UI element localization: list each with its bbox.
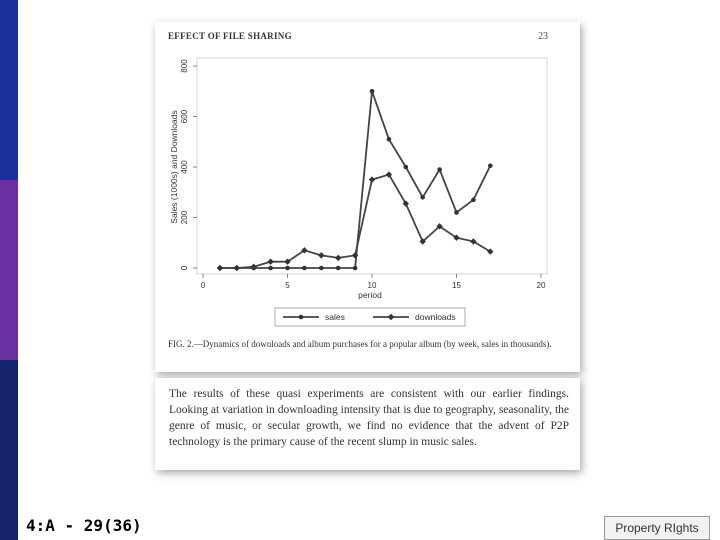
data-point-sales <box>353 266 358 271</box>
x-axis-label: period <box>358 290 382 300</box>
data-point-downloads <box>234 265 240 271</box>
y-tick-label: 800 <box>180 59 189 73</box>
x-tick-label: 15 <box>452 281 461 290</box>
document-page-number: 23 <box>538 31 548 42</box>
figure-caption: FIG. 2.—Dynamics of downloads and album purchases for a popular album (by week, sales in thousands). <box>168 339 552 349</box>
x-tick-label: 10 <box>367 281 377 290</box>
y-tick-label: 600 <box>180 109 189 124</box>
data-point-sales <box>404 165 409 170</box>
y-tick-label: 200 <box>180 210 189 225</box>
left-accent-bar <box>0 0 18 540</box>
data-point-downloads <box>335 255 341 261</box>
y-tick-label: 0 <box>180 265 189 271</box>
data-point-sales <box>302 266 307 271</box>
chart <box>155 22 580 332</box>
data-point-sales <box>319 266 324 271</box>
data-point-downloads <box>318 252 324 258</box>
accent-segment-bottom <box>0 360 18 540</box>
x-tick-label: 5 <box>285 281 290 290</box>
y-tick-label: 400 <box>180 160 189 174</box>
data-point-sales <box>488 163 493 168</box>
data-point-sales <box>370 89 375 94</box>
document-header: EFFECT OF FILE SHARING <box>168 31 292 41</box>
document-page <box>155 22 580 372</box>
data-point-sales <box>336 266 341 271</box>
data-point-sales <box>387 137 392 142</box>
data-point-sales <box>285 266 290 271</box>
accent-segment-middle <box>0 180 18 360</box>
data-point-sales <box>454 210 459 215</box>
data-point-downloads <box>369 176 375 182</box>
data-point-sales <box>420 195 425 200</box>
series-line-sales <box>220 91 490 268</box>
excerpt-paragraph: The results of these quasi experiments are consistent with our earlier findings. Looking at variation in downloading intensity that is due to geography, seasonality, the genre of music, or secular growth, we find no evidence that the advent of P2P technology is the primary cause of the recent slump in music sales. <box>169 388 569 448</box>
property-label: Property RIghts <box>604 516 710 540</box>
legend-marker-sales <box>299 315 304 320</box>
legend-label-downloads: downloads <box>415 312 456 322</box>
y-axis-label: Sales (1000s) and Downloads <box>169 110 179 224</box>
legend-label-sales: sales <box>325 312 345 322</box>
data-point-downloads <box>217 265 223 271</box>
data-point-sales <box>268 266 273 271</box>
data-point-downloads <box>251 264 257 270</box>
data-point-sales <box>471 198 476 203</box>
x-tick-label: 20 <box>536 281 546 290</box>
text-excerpt <box>155 378 580 470</box>
x-tick-label: 0 <box>200 281 206 290</box>
data-point-downloads <box>267 258 273 264</box>
data-point-sales <box>437 167 442 172</box>
slide-id: 4:A - 29(36) <box>26 516 142 535</box>
accent-segment-top <box>0 0 18 180</box>
